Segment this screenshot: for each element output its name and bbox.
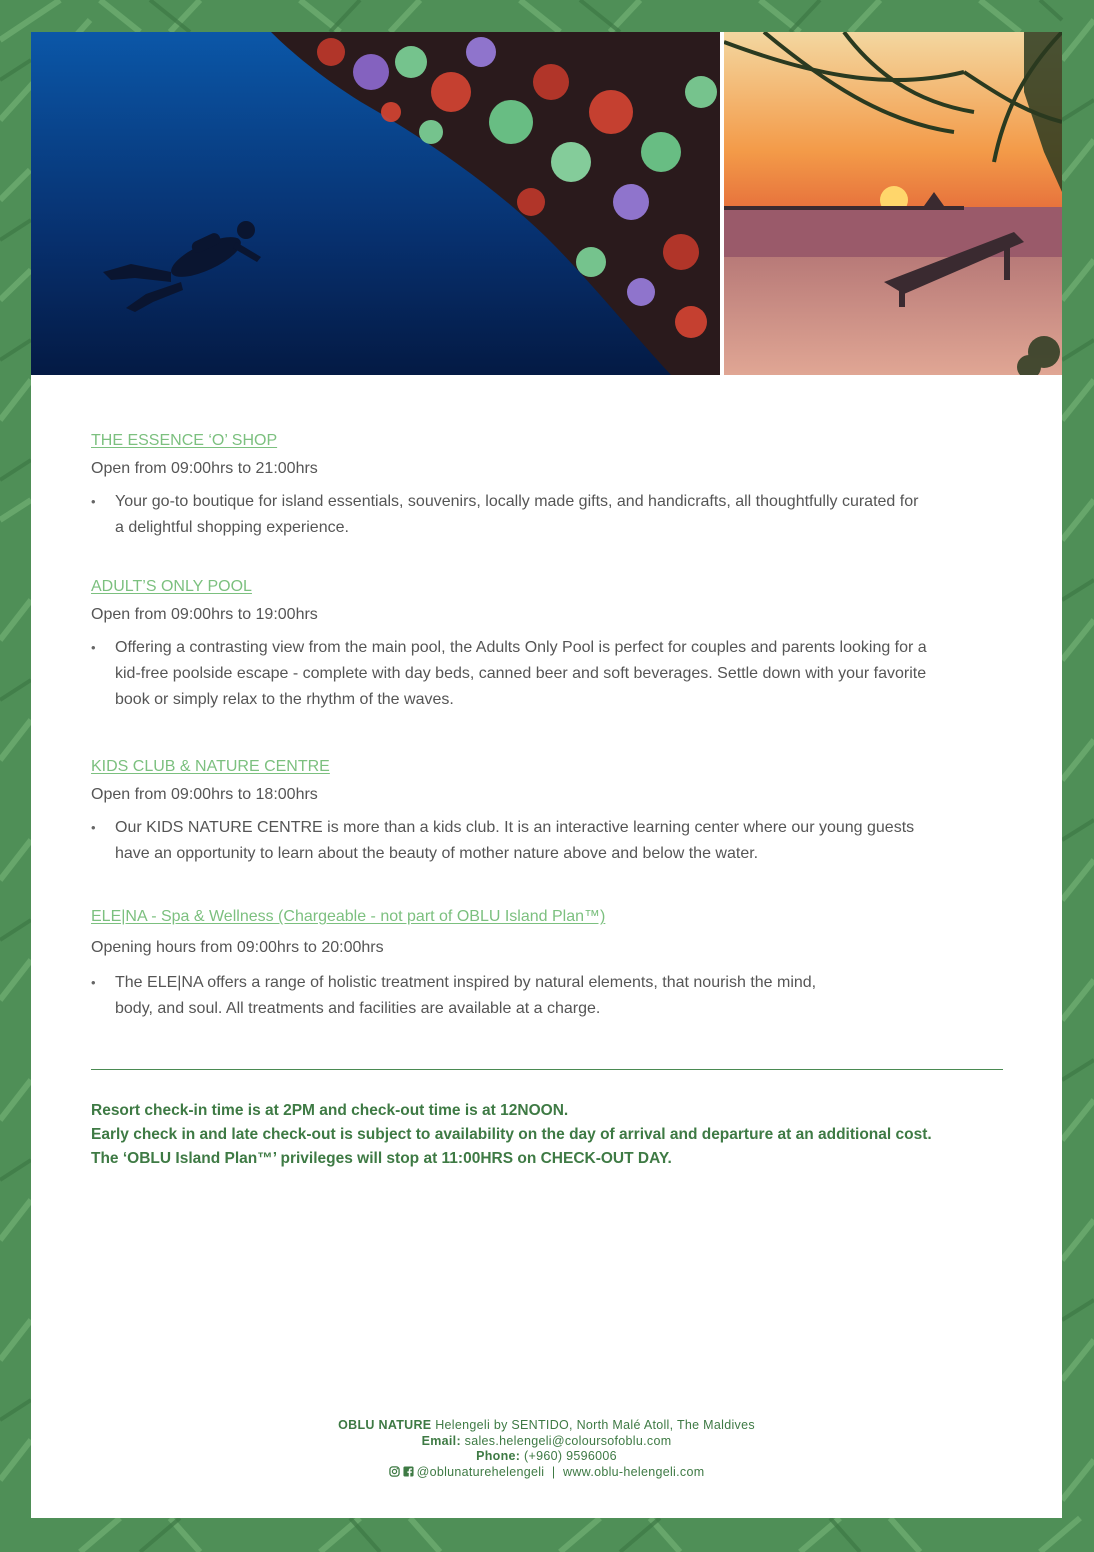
section-title[interactable]: ELE|NA - Spa & Wellness (Chargeable - not part of OBLU Island Plan™) [91, 908, 606, 925]
phone-number[interactable]: (+960) 9596006 [520, 1449, 617, 1463]
section-adults-only-pool [91, 576, 1003, 713]
brand-name: OBLU NATURE [338, 1418, 432, 1432]
opening-hours: Open from 09:00hrs to 18:00hrs [91, 786, 318, 803]
instagram-icon[interactable] [389, 1466, 400, 1477]
bullet-icon: • [91, 975, 96, 990]
brochure-page [31, 32, 1062, 1518]
address-line: OBLU NATURE Helengeli by SENTIDO, North Malé Atoll, The Maldives [338, 1418, 755, 1432]
section-title[interactable]: THE ESSENCE ‘O’ SHOP [91, 432, 278, 449]
early-check-in-note: Early check in and late check-out is subject to availability on the day of arrival and departure at an additional cost. [91, 1126, 932, 1143]
section-description: The ELE|NA offers a range of holistic treatment inspired by natural elements, that nourish the mind, body, and soul. All treatments and facilities are available at a charge. [115, 974, 817, 1017]
bullet-icon: • [91, 640, 96, 655]
section-title[interactable]: ADULT’S ONLY POOL [91, 578, 252, 595]
section-divider [91, 1069, 1003, 1070]
social-handle[interactable]: @oblunaturehelengeli [416, 1464, 545, 1479]
contact-footer [31, 1418, 1062, 1480]
opening-hours: Open from 09:00hrs to 21:00hrs [91, 460, 318, 477]
beach-sunset-photo [724, 32, 1062, 375]
island-plan-note: The ‘OBLU Island Plan™’ privileges will stop at 11:00HRS on CHECK-OUT DAY. [91, 1150, 672, 1167]
list-item [91, 815, 1003, 867]
email-link[interactable]: sales.helengeli@coloursofoblu.com [460, 1433, 672, 1448]
website-link[interactable]: www.oblu-helengeli.com [563, 1464, 705, 1479]
list-item [91, 635, 1003, 713]
underwater-diver-photo [31, 32, 720, 375]
social-line: @oblunaturehelengeli | www.oblu-helengeli.com [31, 1465, 1062, 1481]
opening-hours: Opening hours from 09:00hrs to 20:00hrs [91, 939, 384, 956]
section-description: Your go-to boutique for island essentials, souvenirs, locally made gifts, and handicrafts, all thoughtfully curated for a delightful shopping experience. [115, 493, 919, 536]
email-line: Email: sales.helengeli@coloursofoblu.com [421, 1433, 672, 1448]
opening-hours: Open from 09:00hrs to 19:00hrs [91, 606, 318, 623]
section-kids-club [91, 756, 1003, 867]
check-in-notes [91, 1099, 1051, 1171]
facebook-icon[interactable] [403, 1466, 414, 1477]
check-in-note: Resort check-in time is at 2PM and check-out time is at 12NOON. [91, 1102, 569, 1119]
section-spa-wellness [91, 906, 1003, 1022]
list-item [91, 489, 1003, 541]
photo-strip [31, 32, 1062, 375]
section-description: Our KIDS NATURE CENTRE is more than a kids club. It is an interactive learning center where our young guests have an opportunity to learn about the beauty of mother nature above and below the water. [115, 819, 915, 862]
bullet-icon: • [91, 494, 96, 509]
section-essence-shop [91, 430, 1003, 541]
section-title[interactable]: KIDS CLUB & NATURE CENTRE [91, 758, 330, 775]
bullet-icon: • [91, 820, 96, 835]
list-item [91, 970, 1003, 1022]
section-description: Offering a contrasting view from the main pool, the Adults Only Pool is perfect for couples and parents looking for a kid-free poolside escape - complete with day beds, canned beer and soft beverages. Settle down with your favorite book or simply relax to the rhythm of the waves. [115, 639, 927, 708]
phone-line: Phone: (+960) 9596006 [476, 1449, 617, 1463]
